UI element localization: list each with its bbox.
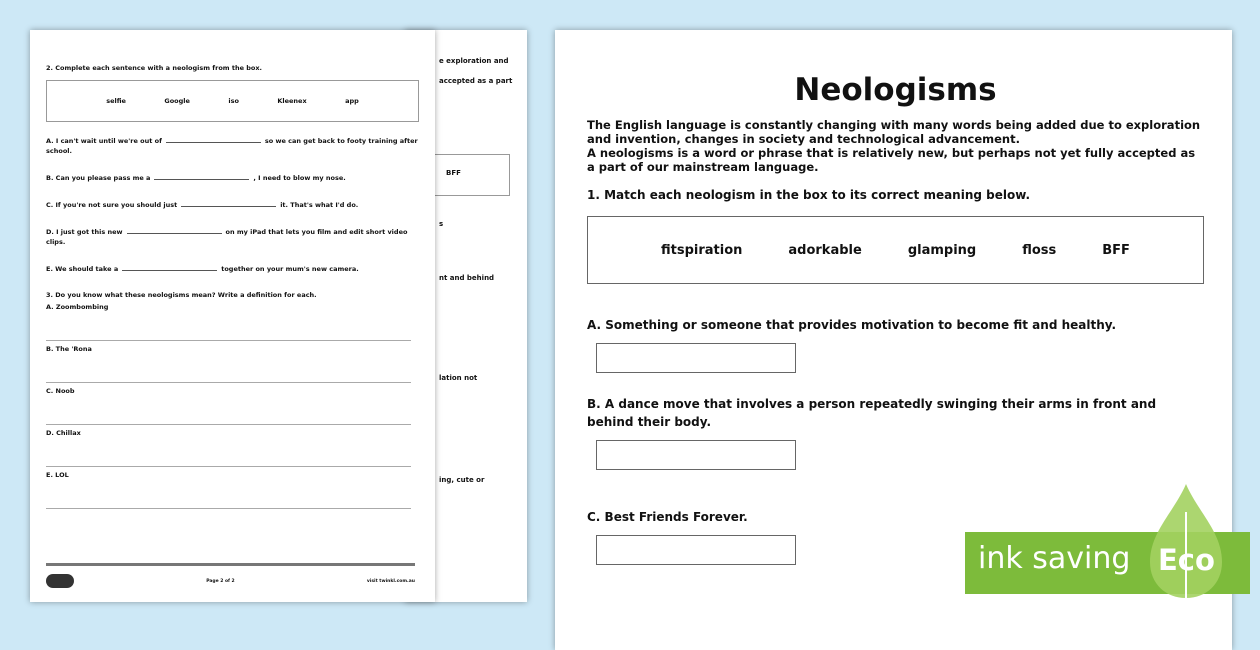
text-fragment: nt and behind	[439, 274, 495, 282]
footer-site: visit twinkl.com.au	[366, 578, 415, 584]
text-fragment: accepted as a part	[439, 77, 513, 85]
sentence	[46, 200, 419, 210]
twinkl-logo-icon	[46, 574, 74, 588]
word: iso	[228, 97, 239, 105]
meaning-item: B. A dance move that involves a person repeatedly swinging their arms in front and behind their body.	[587, 397, 1157, 429]
sentence	[46, 173, 419, 183]
word: BFF	[1102, 242, 1130, 258]
word: Kleenex	[277, 97, 307, 105]
meaning-item: A. Something or someone that provides motivation to become fit and healthy.	[587, 318, 1117, 332]
text-fragment: s	[439, 220, 444, 228]
definition-term: C. Noob	[46, 383, 411, 425]
sentence-start: B. Can you please pass me a	[46, 174, 151, 182]
definition-term: D. Chillax	[46, 425, 411, 467]
sentence-end: together on your mum's new camera.	[221, 265, 359, 273]
answer-box	[596, 343, 796, 373]
question-3-heading: 3. Do you know what these neologisms mean? Write a definition for each.	[46, 291, 317, 299]
word: selfie	[106, 97, 126, 105]
sentence	[46, 227, 419, 247]
question-1-heading: 1. Match each neologism in the box to its correct meaning below.	[587, 188, 1031, 202]
sentence-end: , I need to blow my nose.	[253, 174, 346, 182]
page-title: Neologisms	[794, 72, 997, 108]
word: glamping	[907, 242, 977, 258]
blank-line	[181, 206, 276, 207]
definition-term: B. The 'Rona	[46, 341, 411, 383]
word: fitspiration	[661, 242, 743, 258]
sentence-start: C. If you're not sure you should just	[46, 201, 178, 209]
definition-term: A. Zoombombing	[46, 299, 411, 341]
sentence-end: on my iPad that lets you film and edit short video clips.	[46, 228, 408, 246]
page-footer	[46, 563, 415, 588]
sentence-end: so we can get back to footy training after school.	[46, 137, 418, 155]
blank-line	[127, 233, 222, 234]
text-fragment: lation not	[439, 374, 478, 382]
answer-box	[596, 535, 796, 565]
eco-label: Eco	[1158, 543, 1215, 577]
word-box	[587, 216, 1204, 284]
blank-line	[154, 179, 249, 180]
blank-line	[122, 270, 217, 271]
word: Google	[164, 97, 190, 105]
sentence	[46, 264, 419, 274]
intro-paragraph: The English language is constantly changing with many words being added due to exploration and invention, changes in society and technological advancement.	[587, 118, 1201, 146]
definition-term: E. LOL	[46, 467, 411, 509]
blank-line	[166, 142, 261, 143]
page-number: Page 2 of 2	[206, 578, 235, 584]
front-worksheet-page	[30, 30, 435, 602]
sentence-start: A. I can't wait until we're out of	[46, 137, 162, 145]
sentence-start: D. I just got this new	[46, 228, 123, 236]
word-box	[46, 80, 419, 122]
word: floss	[1022, 242, 1057, 258]
intro-paragraph: A neologisms is a word or phrase that is relatively new, but perhaps not yet fully accepted as a part of our mainstream language.	[587, 146, 1196, 174]
sentence	[46, 136, 419, 156]
badge-text: ink saving	[978, 541, 1131, 576]
answer-box	[596, 440, 796, 470]
text-fragment: e exploration and	[439, 57, 509, 65]
word: app	[345, 97, 359, 105]
sentence-start: E. We should take a	[46, 265, 119, 273]
meaning-item: C. Best Friends Forever.	[587, 510, 748, 524]
text-fragment: ing, cute or	[439, 476, 485, 484]
word: adorkable	[788, 242, 862, 258]
text-fragment: BFF	[446, 169, 461, 177]
question-2-heading: 2. Complete each sentence with a neologism from the box.	[46, 64, 263, 72]
sentence-end: it. That's what I'd do.	[280, 201, 359, 209]
